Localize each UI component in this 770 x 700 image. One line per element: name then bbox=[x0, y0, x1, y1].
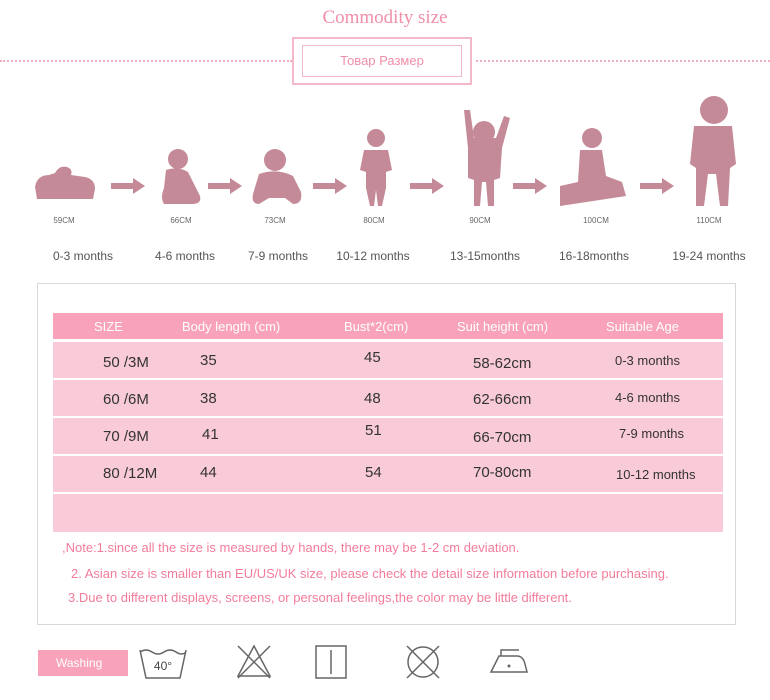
cell-suit-height: 70-80cm bbox=[473, 464, 532, 481]
header-body-length: Body length (cm) bbox=[182, 319, 281, 334]
note-2: 2. Asian size is smaller than EU/US/UK size, please check the detail size information before purchasing. bbox=[71, 566, 669, 581]
cell-bust: 54 bbox=[365, 464, 382, 481]
arrow-right-icon bbox=[208, 178, 242, 199]
cell-suitable-age: 10-12 months bbox=[616, 467, 696, 482]
age-label: 4-6 months bbox=[154, 249, 216, 263]
cell-size: 50 /3M bbox=[103, 354, 149, 371]
wash-temperature: 40° bbox=[153, 659, 173, 673]
age-label: 16-18months bbox=[558, 249, 630, 263]
table-row-empty bbox=[53, 494, 723, 532]
cell-body-length: 38 bbox=[200, 390, 217, 407]
subtitle-label: Товар Размер bbox=[302, 45, 462, 77]
cell-suitable-age: 0-3 months bbox=[615, 353, 681, 368]
cell-bust: 45 bbox=[364, 349, 381, 366]
age-label: 0-3 months bbox=[52, 249, 114, 263]
height-label: 59CM bbox=[53, 216, 75, 225]
child-sitting-figure-icon bbox=[556, 126, 632, 208]
cell-bust: 48 bbox=[364, 390, 381, 407]
table-header bbox=[53, 313, 723, 339]
cell-suit-height: 58-62cm bbox=[473, 355, 532, 372]
arrow-right-icon bbox=[640, 178, 674, 199]
arrow-right-icon bbox=[111, 178, 145, 199]
baby-crawling-figure-icon bbox=[249, 148, 305, 206]
wash-40-icon bbox=[138, 642, 188, 687]
arrow-right-icon bbox=[313, 178, 347, 199]
arrow-right-icon bbox=[513, 178, 547, 199]
header-suitable-age: Suitable Age bbox=[606, 319, 680, 334]
header-suit-height: Suit height (cm) bbox=[457, 319, 549, 334]
subtitle-box bbox=[292, 37, 472, 85]
dotted-divider-right bbox=[476, 60, 770, 62]
cell-body-length: 41 bbox=[202, 426, 219, 443]
note-3: 3.Due to different displays, screens, or personal feelings,the color may be little different. bbox=[68, 590, 572, 605]
hang-dry-icon bbox=[314, 642, 348, 687]
height-label: 73CM bbox=[264, 216, 286, 225]
cell-body-length: 44 bbox=[200, 464, 217, 481]
no-tumble-dry-icon bbox=[403, 642, 443, 687]
age-label: 13-15months bbox=[449, 249, 521, 263]
height-label: 90CM bbox=[469, 216, 491, 225]
child-arms-up-figure-icon bbox=[458, 108, 514, 208]
page-title: Commodity size bbox=[322, 7, 448, 28]
cell-body-length: 35 bbox=[200, 352, 217, 369]
baby-lying-figure-icon bbox=[33, 163, 97, 201]
cell-size: 70 /9M bbox=[103, 428, 149, 445]
cell-bust: 51 bbox=[365, 422, 382, 439]
table-row bbox=[53, 342, 723, 378]
cell-suitable-age: 4-6 months bbox=[615, 390, 681, 405]
height-label: 80CM bbox=[363, 216, 385, 225]
baby-sitting-figure-icon bbox=[158, 148, 204, 206]
table-row bbox=[53, 418, 723, 454]
age-label: 10-12 months bbox=[336, 249, 410, 263]
arrow-right-icon bbox=[410, 178, 444, 199]
cell-suitable-age: 7-9 months bbox=[619, 426, 685, 441]
header-size: SIZE bbox=[94, 319, 123, 334]
note-1: ,Note:1.since all the size is measured by hands, there may be 1-2 cm deviation. bbox=[62, 540, 520, 555]
age-label: 7-9 months bbox=[247, 249, 309, 263]
header-bust: Bust*2(cm) bbox=[344, 319, 409, 334]
height-label: 110CM bbox=[696, 216, 722, 225]
cell-suit-height: 62-66cm bbox=[473, 391, 532, 408]
cell-size: 60 /6M bbox=[103, 391, 149, 408]
table-row bbox=[53, 456, 723, 492]
height-label: 66CM bbox=[170, 216, 192, 225]
age-label: 19-24 months bbox=[672, 249, 746, 263]
cell-size: 80 /12M bbox=[103, 465, 158, 482]
cell-suit-height: 66-70cm bbox=[473, 429, 532, 446]
dotted-divider-left bbox=[0, 60, 292, 62]
washing-label: Washing bbox=[38, 650, 128, 676]
table-row bbox=[53, 380, 723, 416]
iron-icon bbox=[487, 642, 531, 687]
toddler-standing-figure-icon bbox=[358, 128, 394, 208]
height-label: 100CM bbox=[583, 216, 609, 225]
child-walking-figure-icon bbox=[686, 94, 740, 210]
no-bleach-icon bbox=[234, 642, 274, 687]
